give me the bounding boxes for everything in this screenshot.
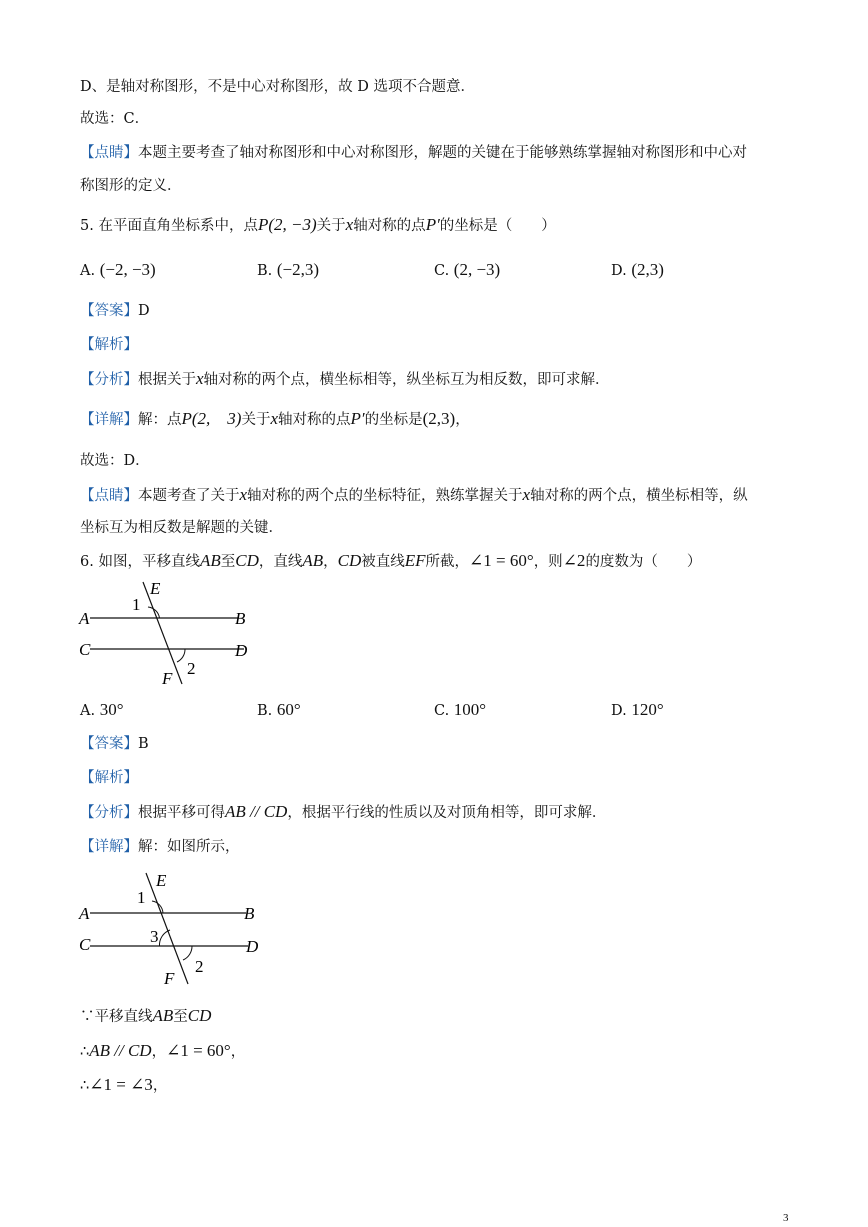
label-b: B <box>244 904 255 923</box>
label-2: 2 <box>195 957 204 976</box>
label-1: 1 <box>137 888 146 907</box>
label-a: A <box>79 609 90 628</box>
q6-figure <box>76 578 276 690</box>
note-tag: 【点睛】 <box>80 145 138 161</box>
text: 至 <box>220 554 236 570</box>
math-ab: AB <box>152 1006 174 1025</box>
option-value: (2,3) <box>631 260 664 279</box>
q6-step-2 <box>80 1040 245 1063</box>
q6-detail <box>80 836 240 858</box>
note-line <box>80 142 747 164</box>
q6-analysis <box>80 801 606 824</box>
math-value: (2,3) <box>422 409 456 428</box>
math-angle: ∠2 <box>562 551 586 570</box>
option-label: D. <box>611 703 627 719</box>
q5-analysis <box>80 368 610 391</box>
note-line: 称图形的定义． <box>80 178 182 194</box>
label-2: 2 <box>187 659 196 678</box>
text: ∴ <box>80 1044 90 1060</box>
math-point: P(2, 3) <box>181 409 242 428</box>
math-x: x <box>270 409 279 428</box>
note-tag: 【点睛】 <box>80 488 138 504</box>
page-number: 3 <box>783 1212 789 1224</box>
q6-option-a <box>80 698 124 723</box>
text: 轴对称的点 <box>278 412 351 428</box>
text: 的度数为（ ） <box>585 554 702 570</box>
q5-analysis-heading <box>80 334 138 356</box>
math-parallel: AB // CD <box>89 1041 152 1060</box>
text: 根据关于 <box>138 372 196 388</box>
option-label: A. <box>80 263 96 279</box>
text: 被直线 <box>361 554 405 570</box>
answer-tag: 【答案】 <box>80 736 138 752</box>
q6-option-d <box>611 698 664 723</box>
option-value: (−2,3) <box>276 260 320 279</box>
text: ， <box>323 554 338 570</box>
text: 轴对称的两个点的坐标特征，熟练掌握关于 <box>247 488 523 504</box>
option-value: 30° <box>99 700 124 719</box>
option-value: 120° <box>631 700 664 719</box>
text: 的坐标是 <box>364 412 423 428</box>
angle-2-arc <box>183 946 192 960</box>
text: 解：如图所示， <box>138 839 240 855</box>
text: 解：点 <box>138 412 182 428</box>
angle-1-arc <box>148 607 160 618</box>
label-d: D <box>235 641 248 660</box>
q5-point-pprime: P′ <box>425 215 440 234</box>
analysis-tag: 【解析】 <box>80 770 138 786</box>
math-x: x <box>239 485 248 504</box>
text: ，直线 <box>258 554 303 570</box>
option-label: C. <box>434 703 450 719</box>
label-f: F <box>162 669 173 688</box>
question-6-stem <box>80 550 701 573</box>
math-cd: CD <box>187 1006 212 1025</box>
answer-value: D <box>138 303 150 319</box>
text: 至 <box>173 1009 188 1025</box>
solution-text-line: D、是轴对称图形，不是中心对称图形，故 D 选项不合题意． <box>80 79 475 95</box>
q6-option-b <box>257 698 301 723</box>
option-label: D. <box>611 263 627 279</box>
q5-choice: 故选：D． <box>80 453 150 469</box>
q6-analysis-heading <box>80 767 138 789</box>
q5-number: 5. 在平面直角坐标系中，点 <box>80 218 258 234</box>
analysis-tag: 【分析】 <box>80 372 138 388</box>
text: ∵平移直线 <box>80 1009 153 1025</box>
text: 轴对称的两个点，横坐标相等，纵坐标互为相反数，即可求解． <box>203 372 610 388</box>
label-c: C <box>79 640 91 659</box>
analysis-tag: 【分析】 <box>80 805 138 821</box>
option-label: B. <box>257 263 273 279</box>
option-label: C. <box>434 263 450 279</box>
math-angle-equality: ∠1 = ∠3 <box>89 1075 153 1094</box>
text: 关于 <box>241 412 271 428</box>
question-5-stem <box>80 214 556 237</box>
q5-note-cont: 坐标互为相反数是解题的关键． <box>80 520 283 536</box>
math-ef: EF <box>404 551 426 570</box>
label-b: B <box>235 609 246 628</box>
label-3: 3 <box>150 927 159 946</box>
option-value: (2, −3) <box>453 260 501 279</box>
option-label: A. <box>80 703 96 719</box>
text: ， <box>455 412 470 428</box>
solution-text-line: 故选：C． <box>80 111 150 127</box>
q5-detail <box>80 408 470 431</box>
text: ， <box>230 1044 246 1060</box>
answer-tag: 【答案】 <box>80 303 138 319</box>
label-1: 1 <box>132 595 141 614</box>
q5-option-a <box>80 258 156 283</box>
q5-text: 轴对称的点 <box>353 218 426 234</box>
math-point: P′ <box>350 409 365 428</box>
math-cd: CD <box>337 551 362 570</box>
math-parallel: AB // CD <box>225 802 288 821</box>
q6-option-c <box>434 698 486 723</box>
math-x: x <box>522 485 531 504</box>
math-ab: AB <box>302 551 324 570</box>
q5-option-c <box>434 258 500 283</box>
detail-tag: 【详解】 <box>80 412 138 428</box>
detail-tag: 【详解】 <box>80 839 138 855</box>
text: ， <box>152 1078 168 1094</box>
angle-1-arc <box>152 901 163 913</box>
note-text: 本题主要考查了轴对称图形和中心对称图形，解题的关键在于能够熟练掌握轴对称图形和中心对 <box>138 145 747 161</box>
q5-answer <box>80 300 150 322</box>
math-x: x <box>196 369 204 388</box>
label-e: E <box>150 579 161 598</box>
text: ∴ <box>80 1078 90 1094</box>
label-a: A <box>79 904 90 923</box>
q5-text: 关于 <box>316 218 346 234</box>
math-ab: AB <box>199 551 221 570</box>
text: 所截， <box>425 554 470 570</box>
text: 根据平移可得 <box>138 805 225 821</box>
text: ，则 <box>533 554 563 570</box>
q5-option-d <box>611 258 664 283</box>
text: 轴对称的两个点，横坐标相等，纵 <box>530 488 748 504</box>
answer-value: B <box>138 736 149 752</box>
text: ，根据平行线的性质以及对顶角相等，即可求解． <box>287 805 607 821</box>
q5-option-b <box>257 258 319 283</box>
label-f: F <box>164 969 175 988</box>
option-label: B. <box>257 703 273 719</box>
option-value: 100° <box>453 700 487 719</box>
q6-step-1 <box>80 1005 211 1028</box>
q5-text: 的坐标是（ ） <box>439 218 556 234</box>
option-value: (−2, −3) <box>99 260 156 279</box>
math-angle: ∠1 = 60° <box>469 551 534 570</box>
angle-2-arc <box>177 649 185 662</box>
analysis-tag: 【解析】 <box>80 337 138 353</box>
q6-answer <box>80 733 149 755</box>
q6-step-3 <box>80 1074 167 1097</box>
text: 6. 如图，平移直线 <box>80 554 200 570</box>
label-d: D <box>246 937 259 956</box>
text: 本题考查了关于 <box>138 488 240 504</box>
q6-solution-figure <box>76 868 276 990</box>
math-cd: CD <box>235 551 259 570</box>
label-c: C <box>79 935 91 954</box>
q5-point-p: P(2, −3) <box>257 215 317 234</box>
text: ， <box>151 1044 167 1060</box>
label-e: E <box>156 871 167 890</box>
q5-x: x <box>345 215 354 234</box>
math-angle: ∠1 = 60° <box>166 1041 231 1060</box>
q5-note <box>80 484 748 507</box>
option-value: 60° <box>276 700 301 719</box>
